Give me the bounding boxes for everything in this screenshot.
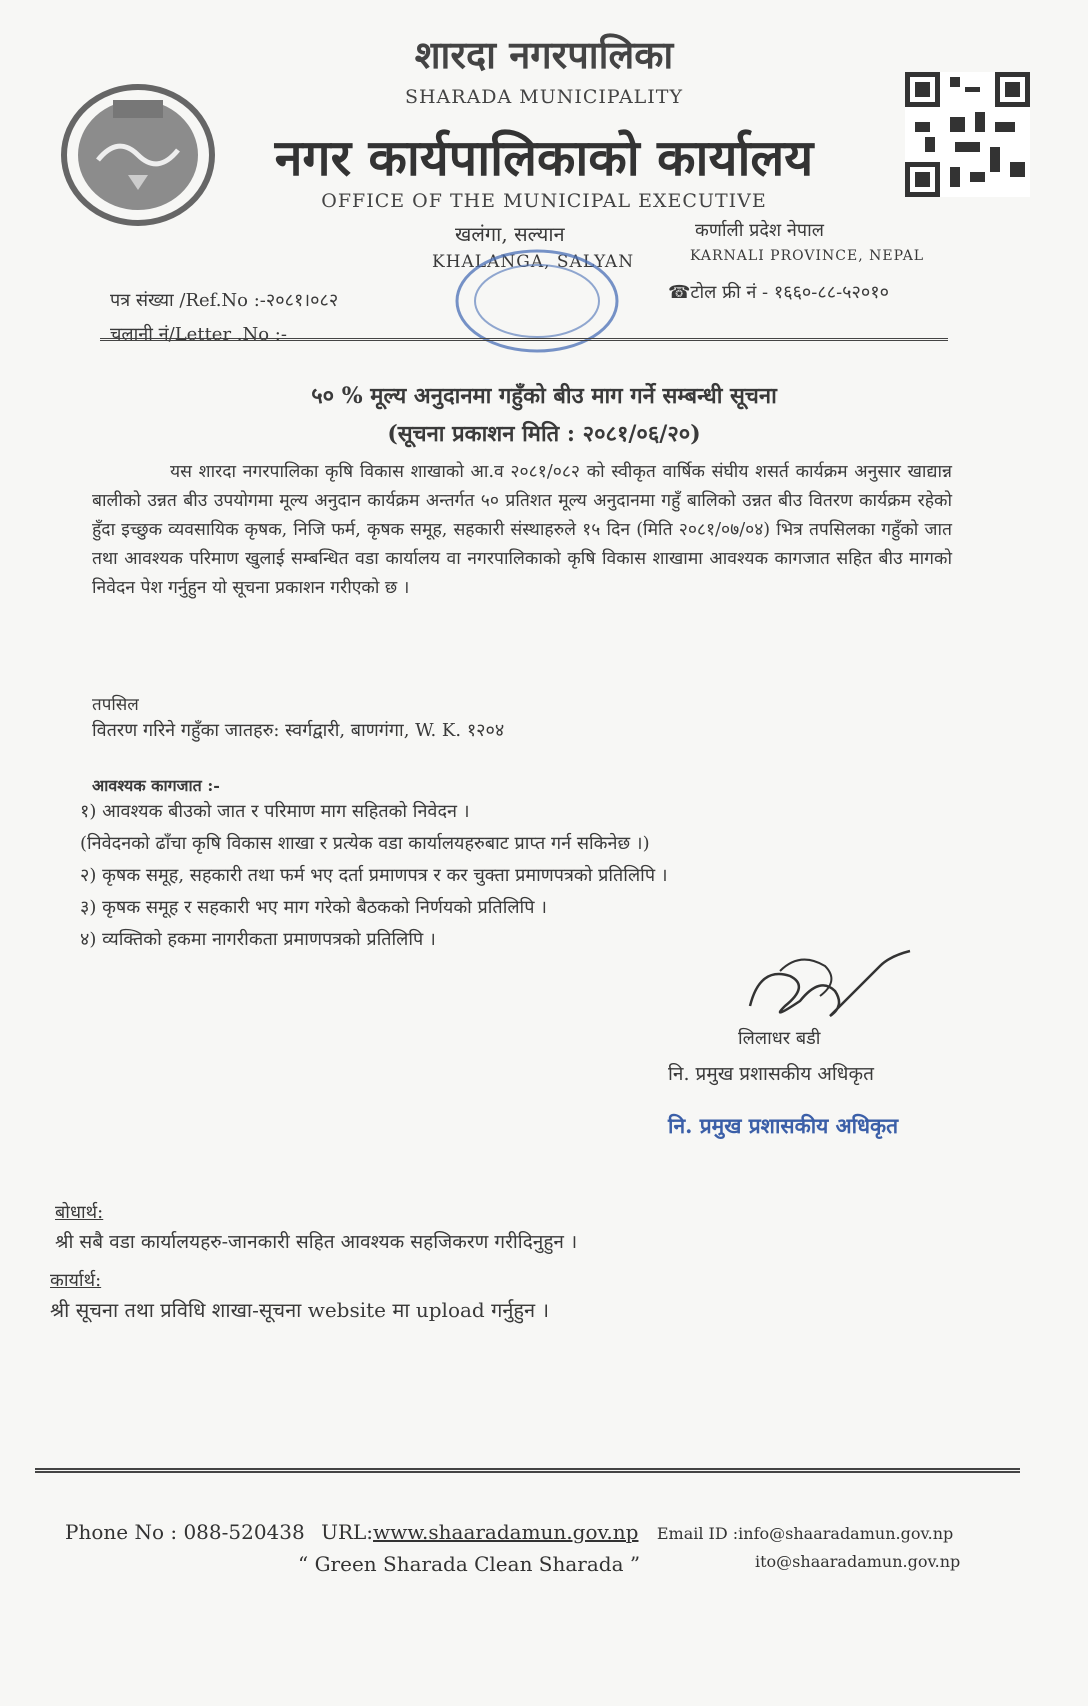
wheat-varieties: वितरण गरिने गहुँका जातहरु: स्वर्गद्वारी, बाणगंगा, W. K. १२०४ — [92, 720, 505, 741]
bodhartha-text: श्री सबै वडा कार्यालयहरु-जानकारी सहित आवश्यक सहजिकरण गरीदिनुहुन । — [55, 1231, 578, 1253]
toll-free-number: ☎टोल फ्री नं - १६६०-८८-५२०१० — [668, 282, 889, 303]
list-item: ३) कृषक समूह र सहकारी भए माग गरेको बैठकको निर्णयको प्रतिलिपि । — [80, 897, 547, 918]
header-divider — [100, 338, 948, 341]
reference-number: पत्र संख्या /Ref.No :-२०८१।०८२ — [110, 290, 339, 311]
email-address-secondary[interactable]: ito@shaaradamun.gov.np — [755, 1552, 961, 1571]
notice-body: यस शारदा नगरपालिका कृषि विकास शाखाको आ.व २०८१/०८२ को स्वीकृत वार्षिक संघीय शसर्त कार्यक्रम अनुसार खाद्यान्न बालीको उन्नत बीउ उपयोगमा मूल्य अनुदान कार्यक्रम अन्तर्गत ५० प्रतिशत मूल्य अनुदानमा गहुँ बालिको उन्नत बीउ वितरण कार्यक्रम रहेको हुँदा इच्छुक व्यवसायिक कृषक, निजि फर्म, कृषक समूह, सहकारी संस्थाहरुले १५ दिन (मिति २०८१/०७/०४) भित्र तपसिलका गहुँको जात तथा आवश्यक परिमाण खुलाई सम्बन्धित वडा कार्यालय वा नगरपालिकाको कृषि विकास शाखामा आवश्यक कागजात सहित बीउ मागको निवेदन पेश गर्नुहुन यो सूचना प्रकाशन गरीएको छ । — [92, 462, 952, 598]
list-item: २) कृषक समूह, सहकारी तथा फर्म भए दर्ता प्रमाणपत्र र कर चुक्ता प्रमाणपत्रको प्रतिलिपि । — [80, 865, 668, 886]
required-docs-list — [80, 796, 668, 956]
address-en: KHALANGA, SALYAN — [432, 252, 635, 272]
signatory-stamp: नि. प्रमुख प्रशासकीय अधिकृत — [668, 1113, 899, 1138]
office-name-np: नगर कार्यपालिकाको कार्यालय — [274, 128, 814, 187]
url-label: URL: — [321, 1520, 374, 1544]
province-en: KARNALI PROVINCE, NEPAL — [690, 248, 925, 264]
letter-number: चलानी नं/Letter .No :- — [110, 324, 287, 345]
tapsil-label: तपसिल — [92, 695, 139, 715]
bodhartha-label: बोधार्थ: — [55, 1202, 104, 1223]
address-np: खलंगा, सल्यान — [455, 222, 565, 246]
karyartha-label: कार्यार्थ: — [50, 1270, 102, 1291]
municipality-name-en: SHARADA MUNICIPALITY — [404, 86, 684, 108]
footer-contact — [65, 1520, 953, 1544]
list-item: १) आवश्यक बीउको जात र परिमाण माग सहितको निवेदन । — [80, 801, 470, 822]
office-name-en: OFFICE OF THE MUNICIPAL EXECUTIVE — [321, 190, 767, 212]
footer-divider — [35, 1468, 1020, 1473]
email-address[interactable]: Email ID :info@shaaradamun.gov.np — [656, 1524, 954, 1543]
publication-date: (सूचना प्रकाशन मिति : २०८१/०६/२०) — [387, 421, 701, 447]
municipality-name-np: शारदा नगरपालिका — [414, 32, 674, 77]
list-item: (निवेदनको ढाँचा कृषि विकास शाखा र प्रत्येक वडा कार्यालयहरुबाट प्राप्त गर्न सकिनेछ ।) — [80, 833, 650, 854]
list-item: ४) व्यक्तिको हकमा नागरीकता प्रमाणपत्रको प्रतिलिपि । — [80, 929, 436, 950]
phone-number: Phone No : 088-520438 — [65, 1520, 305, 1544]
notice-subject: ५० % मूल्य अनुदानमा गहुँको बीउ माग गर्ने सम्बन्धी सूचना — [311, 383, 777, 409]
signature-icon — [740, 946, 920, 1036]
footer-slogan: “ Green Sharada Clean Sharada ” — [298, 1552, 641, 1576]
signatory-title: नि. प्रमुख प्रशासकीय अधिकृत — [668, 1063, 874, 1085]
province-np: कर्णाली प्रदेश नेपाल — [695, 220, 824, 241]
karyartha-text: श्री सूचना तथा प्रविधि शाखा-सूचना website मा upload गर्नुहुन । — [50, 1298, 550, 1322]
website-link[interactable]: www.shaaradamun.gov.np — [373, 1520, 639, 1544]
signatory-name: लिलाधर बडी — [738, 1028, 821, 1049]
required-docs-title: आवश्यक कागजात :- — [92, 776, 220, 795]
